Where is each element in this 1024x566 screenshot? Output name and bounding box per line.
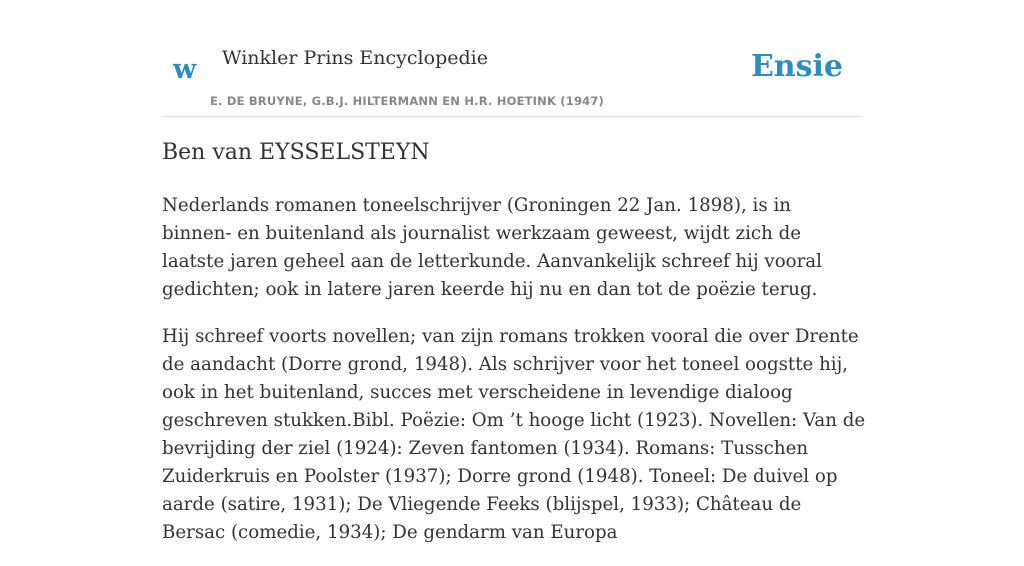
entry-title: Ben van EYSSELSTEYN bbox=[162, 140, 430, 165]
paragraph: Hij schreef voorts novellen; van zijn romans trokken vooral die over Drente de aandacht (Dorre grond, 1948). Als schrijver voor het toneel oogstte hij, ook in het buitenland, succes met verscheidene in levendige dialoog geschreven stukken.Bibl. Poëzie: Om ’t hooge licht (1923). Novellen: Van de bevrijding der ziel (1924): Zeven fantomen (1934). Romans: Tusschen Zuiderkruis en Poolster (1937); Dorre grond (1948). Toneel: De duivel op aarde (satire, 1931); De Vliegende Feeks (blijspel, 1933); Château de Bersac (comedie, 1934); De gendarm van Europa bbox=[162, 326, 866, 543]
winkler-prins-logo[interactable]: w bbox=[173, 54, 197, 85]
book-authors: E. DE BRUYNE, G.B.J. HILTERMANN EN H.R. HOETINK (1947) bbox=[210, 94, 605, 108]
paragraph: Nederlands romanen toneelschrijver (Groningen 22 Jan. 1898), is in binnen- en buitenland als journalist werkzaam geweest, wijdt zich de laatste jaren geheel aan de letterkunde. Aanvankelijk schreef hij vooral gedichten; ook in latere jaren keerde hij nu en dan tot de poëzie terug. bbox=[162, 195, 822, 300]
ensie-logo[interactable]: Ensie bbox=[750, 49, 843, 84]
header bbox=[162, 36, 862, 117]
book-title[interactable]: Winkler Prins Encyclopedie bbox=[222, 47, 488, 69]
entry-content bbox=[162, 192, 866, 566]
